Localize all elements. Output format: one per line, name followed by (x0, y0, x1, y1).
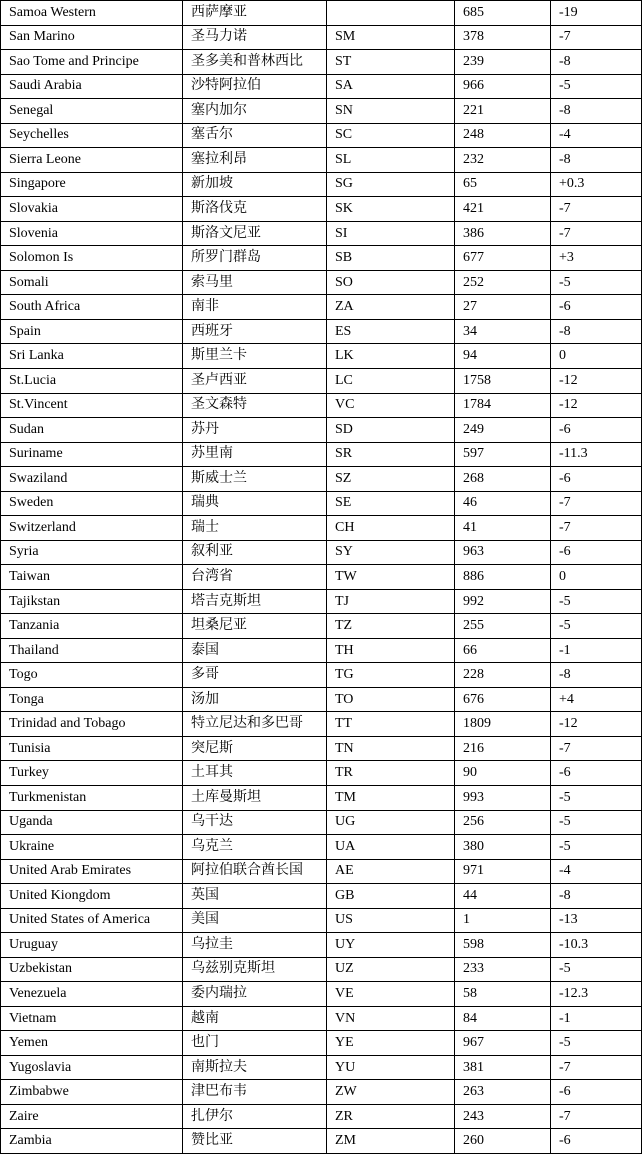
country-iso-code: TR (327, 761, 455, 786)
time-offset: -8 (551, 50, 642, 75)
country-name-zh: 赞比亚 (183, 1129, 327, 1154)
dialing-code: 966 (455, 74, 551, 99)
country-name-en: Sao Tome and Principe (1, 50, 183, 75)
table-row (1, 368, 642, 393)
table-body (1, 1, 642, 1154)
country-iso-code: ZM (327, 1129, 455, 1154)
table-row (1, 1055, 642, 1080)
time-offset: -5 (551, 1031, 642, 1056)
country-name-en: San Marino (1, 25, 183, 50)
country-name-zh: 圣卢西亚 (183, 368, 327, 393)
time-offset: +0.3 (551, 172, 642, 197)
country-iso-code: ZA (327, 295, 455, 320)
country-name-zh: 乌干达 (183, 810, 327, 835)
table-row (1, 1031, 642, 1056)
time-offset: -6 (551, 761, 642, 786)
dialing-code: 46 (455, 491, 551, 516)
country-name-en: Syria (1, 540, 183, 565)
time-offset: -5 (551, 589, 642, 614)
country-name-en: Zaire (1, 1104, 183, 1129)
country-name-zh: 塞拉利昂 (183, 148, 327, 173)
country-name-en: Tajikstan (1, 589, 183, 614)
country-iso-code: AE (327, 859, 455, 884)
country-name-en: United States of America (1, 908, 183, 933)
country-name-zh: 南斯拉夫 (183, 1055, 327, 1080)
country-name-zh: 沙特阿拉伯 (183, 74, 327, 99)
dialing-code: 676 (455, 687, 551, 712)
country-iso-code: TG (327, 663, 455, 688)
country-name-zh: 苏里南 (183, 442, 327, 467)
country-iso-code: VC (327, 393, 455, 418)
table-row (1, 516, 642, 541)
country-name-zh: 塔吉克斯坦 (183, 589, 327, 614)
country-name-en: Sudan (1, 418, 183, 443)
country-name-en: Tunisia (1, 736, 183, 761)
table-row (1, 982, 642, 1007)
country-name-en: Trinidad and Tobago (1, 712, 183, 737)
table-row (1, 859, 642, 884)
table-row (1, 687, 642, 712)
country-name-en: Saudi Arabia (1, 74, 183, 99)
country-name-zh: 扎伊尔 (183, 1104, 327, 1129)
country-name-zh: 汤加 (183, 687, 327, 712)
country-name-en: Venezuela (1, 982, 183, 1007)
table-row (1, 565, 642, 590)
country-iso-code: SD (327, 418, 455, 443)
time-offset: -8 (551, 148, 642, 173)
country-iso-code: TM (327, 786, 455, 811)
dialing-code: 233 (455, 957, 551, 982)
country-iso-code: GB (327, 884, 455, 909)
country-iso-code: SM (327, 25, 455, 50)
dialing-code: 992 (455, 589, 551, 614)
country-name-en: Tonga (1, 687, 183, 712)
table-row (1, 638, 642, 663)
dialing-code: 34 (455, 319, 551, 344)
time-offset: +3 (551, 246, 642, 271)
country-name-zh: 突尼斯 (183, 736, 327, 761)
table-row (1, 761, 642, 786)
time-offset: -4 (551, 859, 642, 884)
country-name-en: Uganda (1, 810, 183, 835)
country-name-zh: 土库曼斯坦 (183, 786, 327, 811)
country-iso-code: ZR (327, 1104, 455, 1129)
country-name-zh: 苏丹 (183, 418, 327, 443)
country-name-zh: 台湾省 (183, 565, 327, 590)
country-name-en: Suriname (1, 442, 183, 467)
country-name-en: United Kiongdom (1, 884, 183, 909)
country-name-en: Vietnam (1, 1006, 183, 1031)
country-iso-code: UA (327, 835, 455, 860)
time-offset: -5 (551, 810, 642, 835)
table-row (1, 74, 642, 99)
country-name-zh: 坦桑尼亚 (183, 614, 327, 639)
country-iso-code: YE (327, 1031, 455, 1056)
country-name-zh: 乌克兰 (183, 835, 327, 860)
country-name-zh: 泰国 (183, 638, 327, 663)
country-name-zh: 塞舌尔 (183, 123, 327, 148)
country-name-en: Slovakia (1, 197, 183, 222)
time-offset: -7 (551, 25, 642, 50)
country-name-zh: 瑞士 (183, 516, 327, 541)
country-name-zh: 斯洛文尼亚 (183, 221, 327, 246)
table-row (1, 393, 642, 418)
country-name-en: Zimbabwe (1, 1080, 183, 1105)
country-name-en: St.Vincent (1, 393, 183, 418)
time-offset: -8 (551, 99, 642, 124)
time-offset: -8 (551, 319, 642, 344)
dialing-code: 685 (455, 1, 551, 26)
table-row (1, 319, 642, 344)
dialing-code: 255 (455, 614, 551, 639)
table-row (1, 172, 642, 197)
dialing-code: 963 (455, 540, 551, 565)
dialing-code: 228 (455, 663, 551, 688)
country-name-en: United Arab Emirates (1, 859, 183, 884)
country-iso-code: UY (327, 933, 455, 958)
dialing-code: 65 (455, 172, 551, 197)
country-iso-code: TZ (327, 614, 455, 639)
country-name-zh: 所罗门群岛 (183, 246, 327, 271)
table-row (1, 1080, 642, 1105)
country-name-zh: 瑞典 (183, 491, 327, 516)
country-name-zh: 塞内加尔 (183, 99, 327, 124)
table-row (1, 246, 642, 271)
dialing-code: 263 (455, 1080, 551, 1105)
table-row (1, 123, 642, 148)
dialing-code: 1 (455, 908, 551, 933)
time-offset: -6 (551, 1080, 642, 1105)
country-name-en: Seychelles (1, 123, 183, 148)
country-iso-code: SL (327, 148, 455, 173)
country-iso-code: TN (327, 736, 455, 761)
dialing-code: 216 (455, 736, 551, 761)
table-row (1, 197, 642, 222)
country-name-zh: 西班牙 (183, 319, 327, 344)
time-offset: +4 (551, 687, 642, 712)
time-offset: -7 (551, 221, 642, 246)
country-iso-code: SO (327, 270, 455, 295)
time-offset: -5 (551, 614, 642, 639)
dialing-code: 44 (455, 884, 551, 909)
table-row (1, 589, 642, 614)
time-offset: -12 (551, 712, 642, 737)
country-name-en: Thailand (1, 638, 183, 663)
country-iso-code: TO (327, 687, 455, 712)
country-iso-code: SC (327, 123, 455, 148)
country-iso-code: ST (327, 50, 455, 75)
country-name-zh: 越南 (183, 1006, 327, 1031)
dialing-code: 967 (455, 1031, 551, 1056)
country-name-zh: 阿拉伯联合酋长国 (183, 859, 327, 884)
country-name-zh: 新加坡 (183, 172, 327, 197)
time-offset: -7 (551, 1055, 642, 1080)
country-name-en: Senegal (1, 99, 183, 124)
time-offset: -5 (551, 835, 642, 860)
time-offset: -11.3 (551, 442, 642, 467)
table-row (1, 810, 642, 835)
country-name-zh: 圣马力诺 (183, 25, 327, 50)
country-name-en: Tanzania (1, 614, 183, 639)
table-row (1, 736, 642, 761)
country-name-zh: 英国 (183, 884, 327, 909)
table-row (1, 933, 642, 958)
time-offset: -10.3 (551, 933, 642, 958)
table-row (1, 786, 642, 811)
country-iso-code: SI (327, 221, 455, 246)
country-name-zh: 斯里兰卡 (183, 344, 327, 369)
time-offset: -7 (551, 197, 642, 222)
table-row (1, 835, 642, 860)
table-row (1, 540, 642, 565)
dialing-code: 243 (455, 1104, 551, 1129)
time-offset: -12 (551, 368, 642, 393)
dialing-code: 249 (455, 418, 551, 443)
country-name-zh: 乌拉圭 (183, 933, 327, 958)
time-offset: -1 (551, 1006, 642, 1031)
country-iso-code: SK (327, 197, 455, 222)
table-row (1, 957, 642, 982)
dialing-code: 1784 (455, 393, 551, 418)
time-offset: -6 (551, 1129, 642, 1154)
country-iso-code: SN (327, 99, 455, 124)
country-name-en: Sweden (1, 491, 183, 516)
country-name-zh: 斯洛伐克 (183, 197, 327, 222)
country-name-en: Togo (1, 663, 183, 688)
dialing-code: 886 (455, 565, 551, 590)
time-offset: -5 (551, 74, 642, 99)
country-name-zh: 也门 (183, 1031, 327, 1056)
country-name-en: Turkmenistan (1, 786, 183, 811)
dialing-code: 260 (455, 1129, 551, 1154)
table-row (1, 442, 642, 467)
country-iso-code: VN (327, 1006, 455, 1031)
country-name-en: Taiwan (1, 565, 183, 590)
country-name-en: Yugoslavia (1, 1055, 183, 1080)
country-name-en: Swaziland (1, 467, 183, 492)
table-row (1, 712, 642, 737)
country-iso-code: CH (327, 516, 455, 541)
table-row (1, 99, 642, 124)
table-row (1, 1006, 642, 1031)
country-iso-code: SB (327, 246, 455, 271)
table-row (1, 1, 642, 26)
country-iso-code: TT (327, 712, 455, 737)
table-row (1, 148, 642, 173)
time-offset: -19 (551, 1, 642, 26)
country-name-en: South Africa (1, 295, 183, 320)
country-iso-code: SY (327, 540, 455, 565)
country-iso-code: SR (327, 442, 455, 467)
dialing-code: 248 (455, 123, 551, 148)
country-name-zh: 圣多美和普林西比 (183, 50, 327, 75)
time-offset: -12.3 (551, 982, 642, 1007)
country-iso-code: SG (327, 172, 455, 197)
dialing-code: 1809 (455, 712, 551, 737)
table-row (1, 295, 642, 320)
table-row (1, 884, 642, 909)
country-name-en: Zambia (1, 1129, 183, 1154)
table-row (1, 25, 642, 50)
country-iso-code: ES (327, 319, 455, 344)
table-row (1, 344, 642, 369)
country-iso-code: UG (327, 810, 455, 835)
table-row (1, 1104, 642, 1129)
country-iso-code: YU (327, 1055, 455, 1080)
country-name-zh: 委内瑞拉 (183, 982, 327, 1007)
country-name-en: Spain (1, 319, 183, 344)
dialing-code: 239 (455, 50, 551, 75)
country-name-en: Sierra Leone (1, 148, 183, 173)
table-row (1, 418, 642, 443)
country-iso-code: TH (327, 638, 455, 663)
country-name-en: Uruguay (1, 933, 183, 958)
dialing-code: 94 (455, 344, 551, 369)
table-row (1, 663, 642, 688)
country-name-zh: 叙利亚 (183, 540, 327, 565)
time-offset: -7 (551, 491, 642, 516)
time-offset: -8 (551, 884, 642, 909)
dialing-code: 268 (455, 467, 551, 492)
time-offset: -6 (551, 418, 642, 443)
time-offset: -4 (551, 123, 642, 148)
country-name-en: Somali (1, 270, 183, 295)
country-name-en: Yemen (1, 1031, 183, 1056)
table-row (1, 221, 642, 246)
time-offset: -12 (551, 393, 642, 418)
time-offset: -1 (551, 638, 642, 663)
dialing-code: 84 (455, 1006, 551, 1031)
time-offset: -5 (551, 270, 642, 295)
country-name-en: Singapore (1, 172, 183, 197)
country-iso-code (327, 1, 455, 26)
time-offset: -8 (551, 663, 642, 688)
dialing-code: 677 (455, 246, 551, 271)
dialing-code: 597 (455, 442, 551, 467)
dialing-code: 66 (455, 638, 551, 663)
time-offset: -7 (551, 736, 642, 761)
country-name-zh: 津巴布韦 (183, 1080, 327, 1105)
country-name-en: Ukraine (1, 835, 183, 860)
dialing-code: 378 (455, 25, 551, 50)
country-iso-code: SE (327, 491, 455, 516)
country-iso-code: ZW (327, 1080, 455, 1105)
country-name-zh: 美国 (183, 908, 327, 933)
country-name-en: Slovenia (1, 221, 183, 246)
dialing-code: 252 (455, 270, 551, 295)
country-iso-code: VE (327, 982, 455, 1007)
time-offset: -7 (551, 516, 642, 541)
table-row (1, 50, 642, 75)
time-offset: -13 (551, 908, 642, 933)
country-name-zh: 索马里 (183, 270, 327, 295)
dialing-code: 27 (455, 295, 551, 320)
country-name-en: Sri Lanka (1, 344, 183, 369)
time-offset: -5 (551, 957, 642, 982)
country-iso-code: SZ (327, 467, 455, 492)
country-name-zh: 西萨摩亚 (183, 1, 327, 26)
dialing-code: 90 (455, 761, 551, 786)
country-iso-code: US (327, 908, 455, 933)
table-row (1, 1129, 642, 1154)
table-row (1, 908, 642, 933)
country-name-zh: 乌兹别克斯坦 (183, 957, 327, 982)
time-offset: 0 (551, 344, 642, 369)
table-row (1, 614, 642, 639)
country-name-en: Uzbekistan (1, 957, 183, 982)
dialing-code: 58 (455, 982, 551, 1007)
country-name-en: St.Lucia (1, 368, 183, 393)
time-offset: -6 (551, 295, 642, 320)
dialing-code: 41 (455, 516, 551, 541)
dialing-code: 1758 (455, 368, 551, 393)
country-iso-code: TJ (327, 589, 455, 614)
country-iso-code: LK (327, 344, 455, 369)
dialing-code: 256 (455, 810, 551, 835)
table-row (1, 270, 642, 295)
country-name-zh: 圣文森特 (183, 393, 327, 418)
country-iso-code: TW (327, 565, 455, 590)
country-iso-code: LC (327, 368, 455, 393)
dialing-code: 598 (455, 933, 551, 958)
dialing-code: 386 (455, 221, 551, 246)
country-iso-code: UZ (327, 957, 455, 982)
country-name-zh: 南非 (183, 295, 327, 320)
time-offset: -6 (551, 467, 642, 492)
dialing-code: 381 (455, 1055, 551, 1080)
country-name-en: Solomon Is (1, 246, 183, 271)
dialing-code: 421 (455, 197, 551, 222)
dialing-code: 380 (455, 835, 551, 860)
dialing-code: 232 (455, 148, 551, 173)
dialing-code: 993 (455, 786, 551, 811)
table-row (1, 491, 642, 516)
time-offset: 0 (551, 565, 642, 590)
country-name-en: Samoa Western (1, 1, 183, 26)
country-name-zh: 特立尼达和多巴哥 (183, 712, 327, 737)
country-name-en: Turkey (1, 761, 183, 786)
time-offset: -5 (551, 786, 642, 811)
country-name-en: Switzerland (1, 516, 183, 541)
country-iso-code: SA (327, 74, 455, 99)
dialing-code: 971 (455, 859, 551, 884)
table-row (1, 467, 642, 492)
country-name-zh: 斯威士兰 (183, 467, 327, 492)
dialing-code: 221 (455, 99, 551, 124)
time-offset: -7 (551, 1104, 642, 1129)
country-name-zh: 多哥 (183, 663, 327, 688)
country-name-zh: 土耳其 (183, 761, 327, 786)
time-offset: -6 (551, 540, 642, 565)
